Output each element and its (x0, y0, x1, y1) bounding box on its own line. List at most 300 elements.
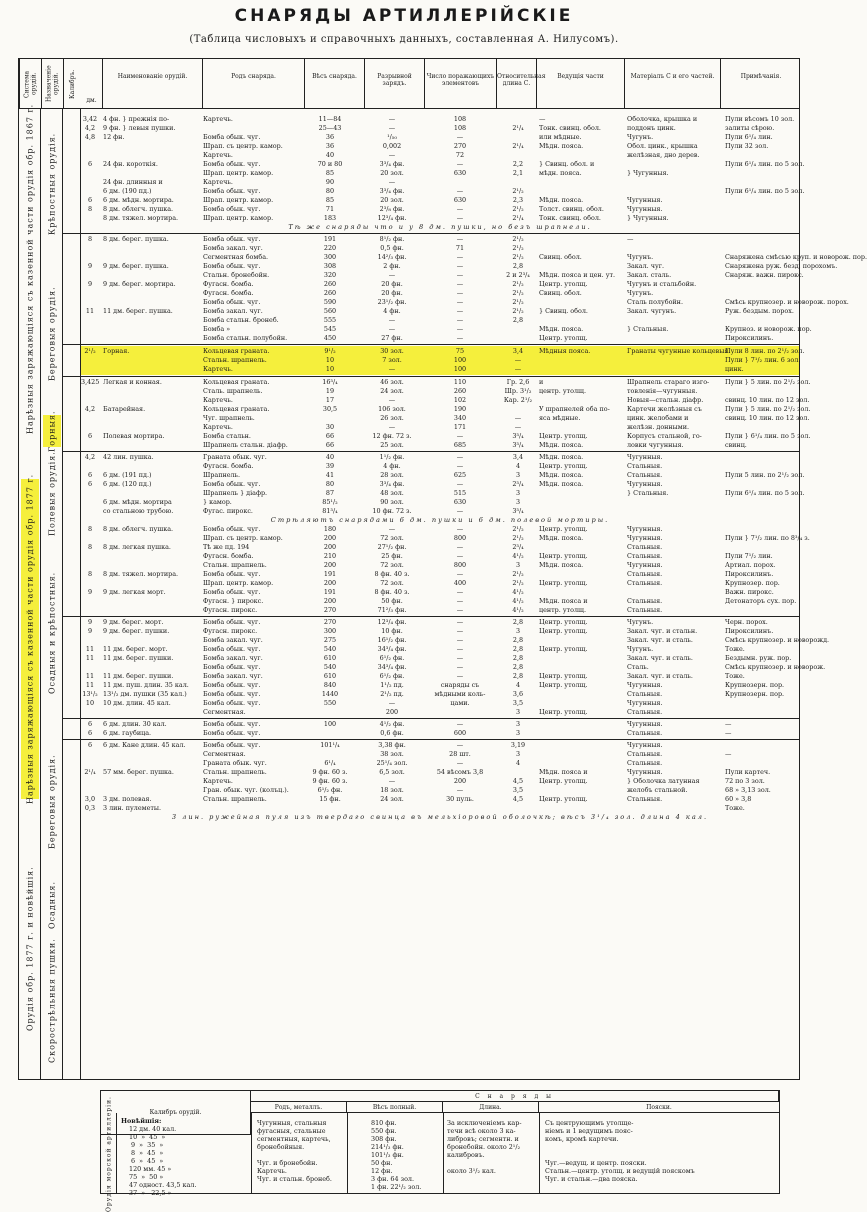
table-row (81, 561, 799, 570)
cell-len: 3,6 (512, 690, 524, 698)
cell-bur: 3³/₄ фн. (379, 160, 405, 168)
cell-len: 3 (515, 471, 521, 479)
cell-frag: — (456, 543, 464, 551)
cell-band: — (539, 115, 546, 123)
cell-mat: Закал. чуг. и сталь. (627, 672, 693, 680)
header-note: Примѣчанія. (740, 73, 782, 80)
cell-note: Пули 7¹/₂ лин. (725, 552, 773, 560)
cell-note: Пули 32 зол. (725, 142, 769, 150)
cell-mat: Стальныя. (627, 462, 663, 470)
cell-len: 2¹/₂ (512, 307, 524, 315)
cell-kind: Шрап. центр. камор. (203, 579, 274, 587)
label-osad: Осадныя и крѣпостныя. (47, 571, 57, 695)
table-row (81, 471, 805, 480)
cell-kind: Стальн. шрапнель. (203, 356, 267, 364)
cell-kind: Бомба закал. чуг. (203, 307, 263, 315)
cell-kind: Бомба обык. чуг. (203, 663, 261, 671)
cell-band: Тонк. свинц. обол. (539, 124, 601, 132)
cell-bur: 1¹/₂ фн. (379, 453, 405, 461)
table-row (81, 741, 799, 750)
cell-w: 210 (323, 552, 337, 560)
header-len: Относительная длина С. (497, 59, 537, 109)
table-row (81, 244, 799, 253)
cell-frag: 102 (453, 396, 467, 404)
cell-kind: Картечь. (203, 423, 233, 431)
cell-bur: 72 зол. (380, 534, 404, 542)
header-system: Система орудій. (19, 59, 41, 109)
cell-mat: Новыя—стальн. діафр. (627, 396, 704, 404)
cell-kind: Бомба обык. чуг. (203, 133, 261, 141)
cell-note: Черн. порох. (725, 618, 768, 626)
cell-cal: 2¹/₂ (84, 347, 96, 355)
cell-len: 3 (515, 708, 521, 716)
cell-bur: 25 фн. (381, 552, 403, 560)
cell-note: Пироксилинъ. (725, 570, 774, 578)
cell-frag: — (456, 786, 464, 794)
cell-note: Крупнозерн. пор. (725, 690, 785, 698)
cell-len: 2³/₄ (512, 543, 524, 551)
bottom-side-label: Орудія морской артиллеріи. (105, 1096, 113, 1212)
table-row (81, 750, 799, 759)
cell-w: 610 (323, 672, 337, 680)
table-row (81, 597, 799, 606)
cell-note: Пули 6¹/₄ лин. (725, 133, 773, 141)
header-caliber: Калибръ. (63, 59, 81, 109)
cell-kind: Стальн. шрапнель. (203, 795, 267, 803)
cell-note: Бездымн. руж. пор. (725, 654, 792, 662)
label-osad-new: Осадныя. (47, 880, 57, 930)
cell-note: Пули 6¹/₄ лин. по 5 зол. (725, 187, 805, 195)
cell-band: Мѣдн. пояса. (539, 325, 584, 333)
cell-mat: Чугунныя. (627, 534, 663, 542)
cell-kind: Бомба обык. чуг. (203, 645, 261, 653)
cell-bur: 18 зол. (380, 786, 404, 794)
cell-note: свинц. 10 лин. по 12 зол. (725, 414, 810, 422)
cell-name: 9 дм. легкая морт. (103, 588, 166, 596)
cell-bur: 12³/₄ фн. (377, 214, 407, 222)
cell-bur: 8 фн. 40 з. (374, 588, 410, 596)
cell-frag: 110 (453, 378, 467, 386)
cell-len: 2¹/₂ (512, 525, 524, 533)
cell-w: 183 (323, 214, 337, 222)
table-row (81, 214, 799, 223)
table-row (81, 663, 826, 672)
table-row (81, 396, 810, 405)
cell-w: 6¹/₂ фн. (317, 786, 343, 794)
header-name: Наименованіе орудій. (103, 59, 203, 109)
cell-frag: 200 (453, 777, 467, 785)
cell-mat: Стальныя. (627, 552, 663, 560)
page-title: СНАРЯДЫ АРТИЛЛЕРІЙСКІЕ (234, 6, 574, 26)
cell-band: Центр. утолщ. (539, 579, 588, 587)
table-row (81, 606, 799, 615)
table-row (81, 795, 799, 804)
cell-len: 3 (515, 489, 521, 497)
cell-kind: Бомба обык. чуг. (203, 298, 261, 306)
cell-frag: 600 (453, 729, 467, 737)
cell-len: 3,19 (510, 741, 526, 749)
cell-mat: Картечи желѣзныя съ (627, 405, 702, 413)
table-row (81, 365, 799, 374)
cell-kind: Бомба обык. чуг. (203, 741, 261, 749)
cell-w: 30,5 (322, 405, 338, 413)
cell-note: свинц. (725, 441, 747, 449)
cell-w: 220 (323, 244, 337, 252)
cell-band: Мѣдн. пояса и (539, 597, 588, 605)
cell-bur: 10 фн. (381, 627, 403, 635)
cell-w: 90 (325, 178, 335, 186)
cell-name: 8 дм. тяжел. мортира. (103, 570, 179, 578)
cell-w: 101¹/₄ (320, 741, 340, 749)
cell-len: 2¹/₂ (512, 534, 524, 542)
cell-mat: — (627, 235, 634, 243)
cell-kind: Стальн. шрапнель. (203, 561, 267, 569)
cell-bur: 6¹/₂ фн. (379, 672, 405, 680)
cell-kind: Бомба обык. чуг. (203, 699, 261, 707)
cell-mat: } Оболочка латунная (627, 777, 700, 785)
cell-w: 80 (325, 480, 335, 488)
cell-kind: Бомба обык. чуг. (203, 525, 261, 533)
cell-w: 540 (323, 663, 337, 671)
cell-frag: 260 (453, 387, 467, 395)
cell-bur: 25 зол. (380, 441, 404, 449)
cell-frag: 100 (453, 356, 467, 364)
cell-frag: 190 (453, 405, 467, 413)
cell-mat: Стальныя. (627, 708, 663, 716)
cell-len: 2,8 (512, 654, 524, 662)
page-subtitle: (Таблица числовыхъ и справочныхъ данныхъ, составленная А. Нилусомъ). (189, 34, 619, 45)
cell-cal: 9 (87, 627, 93, 635)
cell-note: залиты сѣрою. (725, 124, 775, 132)
cell-name: 9 фн. } левыя пушки. (103, 124, 176, 132)
cell-len: 2¹/₂ (512, 280, 524, 288)
cell-bur: 20 зол. (380, 196, 404, 204)
cell-name: 8 дм. облегч. пушка. (103, 205, 174, 213)
table-row (81, 432, 811, 441)
cell-bur: — (388, 423, 396, 431)
cell-note: Смѣсь крупнозер. и новорожд. (725, 636, 830, 644)
table-row (81, 169, 799, 178)
cell-frag: — (456, 552, 464, 560)
cell-name: 13¹/₂ дм. пушки (35 кал.) (103, 690, 187, 698)
cell-len: 2,8 (512, 262, 524, 270)
cell-w: 40 (325, 453, 335, 461)
table-row (81, 534, 810, 543)
cell-kind: Бомба обык. чуг. (203, 690, 261, 698)
cell-note: Важн. пирокс. (725, 588, 774, 596)
cell-note: Пули } 5 лин. по 2¹/₂ зол. (725, 405, 811, 413)
cell-mat: Закал. чуг. (627, 262, 665, 270)
cell-w: 85 (325, 196, 335, 204)
cell-note: Крупнозерн. пор. (725, 681, 785, 689)
cell-len: 2¹/₂ (512, 235, 524, 243)
cell-kind: Картечь. (203, 151, 233, 159)
cell-name: Горная. (103, 347, 130, 355)
cell-cal: 13¹/₂ (82, 690, 98, 698)
cell-mat: Чугунныя. (627, 453, 663, 461)
cell-cal: 6 (87, 432, 93, 440)
cell-len: — (514, 365, 522, 373)
cell-cal: 6 (87, 720, 93, 728)
cell-frag: 400 (453, 579, 467, 587)
label-system-1867: Нарѣзныя заряжающіяся съ казенной части орудія обр. 1867 г. (25, 103, 35, 435)
cell-len: 2,8 (512, 316, 524, 324)
cell-band: Свинц. обол. (539, 289, 582, 297)
cell-len: 2,8 (512, 663, 524, 671)
cell-name: 24 фн. длинныя и (103, 178, 163, 186)
cell-band: или мѣдные. (539, 133, 582, 141)
cell-cal: 3,425 (81, 378, 100, 386)
table-row (81, 729, 799, 738)
cell-len: 3³/₄ (512, 507, 524, 515)
cell-len: 4¹/₂ (512, 606, 524, 614)
cell-band: Центр. утолщ. (539, 618, 588, 626)
bottom-rod: Чугунныя, стальныя фугасныя, стальные сегментныя, картечь, бронебойныя. Чуг. и бронебойн. Картечь. Чуг. и стальн. бронеб. (257, 1119, 332, 1183)
cell-kind: } камор. (203, 498, 232, 506)
cell-len: 3,5 (512, 786, 524, 794)
cell-kind: Бомба обык. чуг. (203, 729, 261, 737)
cell-note: — (725, 729, 732, 737)
cell-note: свинц. 10 лин. по 12 зол. (725, 396, 810, 404)
label-system-new: Орудія обр. 1877 г. и новѣйшія. (25, 866, 35, 1032)
cell-len: 2¹/₂ (512, 205, 524, 213)
cell-mat: } Стальныя. (627, 325, 669, 333)
cell-mat: Чугунныя. (627, 196, 663, 204)
cell-band: } Свинц. обол. (539, 307, 588, 315)
cell-mat: Чугунъ. (627, 618, 654, 626)
cell-mat: Корпусъ стальной, го- (627, 432, 702, 440)
cell-len: 3³/₄ (512, 441, 524, 449)
cell-len: — (514, 356, 522, 364)
cell-bur: 26 зол. (380, 414, 404, 422)
cell-frag: 270 (453, 142, 467, 150)
cell-band: Мѣдн. пояса и цен. ут. (539, 271, 616, 279)
cell-w: 200 (323, 561, 337, 569)
table-row (81, 543, 799, 552)
table-row (81, 786, 799, 795)
cell-frag: — (456, 133, 464, 141)
cell-bur: 3³/₄ фн. (379, 480, 405, 488)
cell-name: 9 дм. берег. мортира. (103, 280, 176, 288)
cell-kind: Чуг. шрапнель. (203, 414, 255, 422)
cell-bur: 0,5 фн. (380, 244, 404, 252)
cell-bur: 106 зол. (378, 405, 406, 413)
cell-frag: — (456, 570, 464, 578)
table-row (81, 347, 805, 356)
cell-mat: Шрапнель стараго изго- (627, 378, 710, 386)
cell-frag: 685 (453, 441, 467, 449)
cell-kind: Фугасн. } пирокс. (203, 597, 264, 605)
cell-bur: — (388, 178, 396, 186)
cell-bur: 3³/₄ фн. (379, 187, 405, 195)
cell-w: 275 (323, 636, 337, 644)
table-row (81, 627, 799, 636)
cell-bur: 20 зол. (380, 169, 404, 177)
cell-frag: 72 (455, 151, 465, 159)
cell-frag: 625 (453, 471, 467, 479)
cell-mat: Стальныя. (627, 597, 663, 605)
table-row (81, 708, 799, 717)
table-row (81, 645, 799, 654)
cell-len: 2¹/₂ (512, 570, 524, 578)
table-row (81, 768, 799, 777)
bottom-header-ves: Вѣсъ полный. (347, 1102, 443, 1113)
table-row (81, 115, 799, 124)
cell-bur: 4 фн. (383, 307, 401, 315)
cell-bur: 10 фн. 72 з. (372, 507, 412, 515)
cell-w: 40 (325, 151, 335, 159)
cell-len: Кар. 2¹/₂ (503, 396, 533, 404)
cell-mat: Чугунъ. (627, 133, 654, 141)
cell-cal: 4,2 (84, 405, 96, 413)
table-row (81, 160, 805, 169)
cell-bur: 28 зол. (380, 471, 404, 479)
cell-bur: 2³/₈ фн. (379, 205, 405, 213)
cell-note: Пули вѣсомъ 10 зол. (725, 115, 795, 123)
cell-w: 30 (325, 423, 335, 431)
table-row (81, 307, 799, 316)
cell-frag: 54 вѣсомъ 3,8 (436, 768, 484, 776)
cell-mat: желобъ стальной. (627, 786, 688, 794)
cell-band: Мѣдн. пояса и (539, 768, 588, 776)
cell-bur: ¹/₅₀ (387, 133, 397, 141)
table-row (81, 325, 812, 334)
bottom-ves: 810 фн. 550 фн. 308 фн. 214¹/₃ фн. 101¹/₃ фн. 50 фн. 12 фн. 3 фн. 64 зол. 1 фн. 22¹/₂ зол. (371, 1119, 422, 1191)
cell-frag: — (456, 453, 464, 461)
cell-cal: 0,3 (84, 804, 96, 812)
cell-band: Мѣдн. пояса. (539, 441, 584, 449)
table-row (81, 672, 799, 681)
table-row (81, 498, 799, 507)
cell-w: 100 (323, 720, 337, 728)
cell-len: 3 (515, 750, 521, 758)
bottom-header-rod: Родъ, металлъ. (251, 1102, 347, 1113)
cell-len: 2¹/₂ (512, 289, 524, 297)
table-row (81, 759, 799, 768)
cell-frag: 800 (453, 534, 467, 542)
cell-mat: Чугунныя. (627, 561, 663, 569)
cell-bur: 71²/₃ фн. (377, 606, 407, 614)
cell-note: Снаряж. важн. пирокс. (725, 271, 804, 279)
cell-len: 4,5 (512, 777, 524, 785)
cell-band: Мѣдн. пояса. (539, 561, 584, 569)
cell-bur: 3,38 фн. (378, 741, 406, 749)
cell-w: 200 (323, 597, 337, 605)
cell-len: 2¹/₂ (512, 298, 524, 306)
bottom-noveishia: Новѣйшія: (121, 1117, 162, 1125)
label-system-1877: Нарѣзныя заряжающіяся съ казенной части орудія обр. 1877 г. (21, 479, 39, 799)
cell-frag: 340 (453, 414, 467, 422)
table-row (81, 480, 799, 489)
cell-mat: Оболочка, крышка и (627, 115, 698, 123)
cell-frag: — (456, 720, 464, 728)
cell-mat: желѣзн. донными. (627, 423, 690, 431)
table-row (81, 525, 799, 534)
cell-band: Центр. утолщ. (539, 795, 588, 803)
cell-band: Мѣдн. пояса. (539, 471, 584, 479)
cell-frag: — (456, 672, 464, 680)
cell-band: Центр. утолщ. (539, 645, 588, 653)
cell-mat: Стальныя. (627, 690, 663, 698)
cell-w: 308 (323, 262, 337, 270)
cell-bur: 6¹/₂ фн. (379, 654, 405, 662)
cell-name: 6 дм. Кане длин. 45 кал. (103, 741, 186, 749)
header-mat: Матеріалъ С и его частей. (625, 59, 721, 109)
cell-band: Центр. утолщ. (539, 708, 588, 716)
cell-w: 15 фн. (319, 795, 341, 803)
table-row (81, 151, 799, 160)
cell-bur: 30 зол. (380, 347, 404, 355)
table-row (81, 699, 799, 708)
cell-bur: 34³/₄ фн. (377, 645, 407, 653)
cell-w: 590 (323, 298, 337, 306)
cell-frag: 108 (453, 124, 467, 132)
cell-len: 4 (515, 681, 521, 689)
cell-bur: 2¹/₂ пд. (380, 690, 404, 698)
cell-mat: Гранаты чугунные кольцевыя. (627, 347, 731, 355)
cell-mat: желѣзная, дно дерев. (627, 151, 700, 159)
table-row (81, 298, 849, 307)
cell-w: 80 (325, 187, 335, 195)
header-band: Ведущія части (537, 59, 625, 109)
cell-frag: 800 (453, 561, 467, 569)
cell-bur: — (388, 699, 396, 707)
cell-name: 8 дм. тяжел. мортира. (103, 214, 179, 222)
cell-kind: Сегментная бомба. (203, 253, 269, 261)
cell-name: 6 дм. мѣдн. мортира (103, 498, 172, 506)
cell-kind: Бомба стальн. бронеб. (203, 316, 279, 324)
cell-len: Гр. 2,6 (506, 378, 530, 386)
cell-bur: — (388, 365, 396, 373)
table-row (81, 253, 867, 262)
cell-len: 2,8 (512, 636, 524, 644)
cell-band: Мѣдн. пояса. (539, 453, 584, 461)
cell-kind: Бомба обык. чуг. (203, 160, 261, 168)
cell-frag: 171 (453, 423, 467, 431)
cell-band: Центр. утолщ. (539, 462, 588, 470)
label-gornye: Горныя. (43, 415, 61, 447)
cell-cal: 4,2 (84, 124, 96, 132)
cell-band: Мѣдныя пояса. (539, 347, 591, 355)
cell-frag: — (456, 759, 464, 767)
cell-len: 2,8 (512, 672, 524, 680)
cell-frag: — (456, 235, 464, 243)
table-row (81, 289, 799, 298)
cell-mat: Стальныя. (627, 606, 663, 614)
cell-band: центр. утолщ. (539, 606, 587, 614)
cell-bur: 20 фн. (381, 280, 403, 288)
cell-bur: 38 зол. (380, 750, 404, 758)
cell-bur: 14²/₃ фн. (377, 253, 407, 261)
cell-len: 2¹/₂ (512, 244, 524, 252)
table-row (81, 405, 811, 414)
cell-bur: — (388, 124, 396, 132)
bottom-header-poyaski: Пояски. (539, 1102, 779, 1113)
cell-cal: 8 (87, 525, 93, 533)
cell-kind: Картечь. (203, 115, 233, 123)
cell-name: 9 дм. берег. пушка. (103, 262, 169, 270)
banner-note: Тѣ же снаряды что и у 8 дм. пушки, но безъ шрапнели. (288, 223, 592, 231)
cell-frag: — (456, 262, 464, 270)
cell-band: Мѣдн. поясa. (539, 196, 584, 204)
cell-bur: 0,002 (382, 142, 402, 150)
table-row (81, 280, 799, 289)
cell-frag: 630 (453, 196, 467, 204)
cell-note: Пули 6¹/₄ лин. по 5 зол. (725, 160, 805, 168)
cell-mat: поддонъ цинк. (627, 124, 676, 132)
cell-bur: — (388, 525, 396, 533)
cell-w: 191 (323, 588, 337, 596)
